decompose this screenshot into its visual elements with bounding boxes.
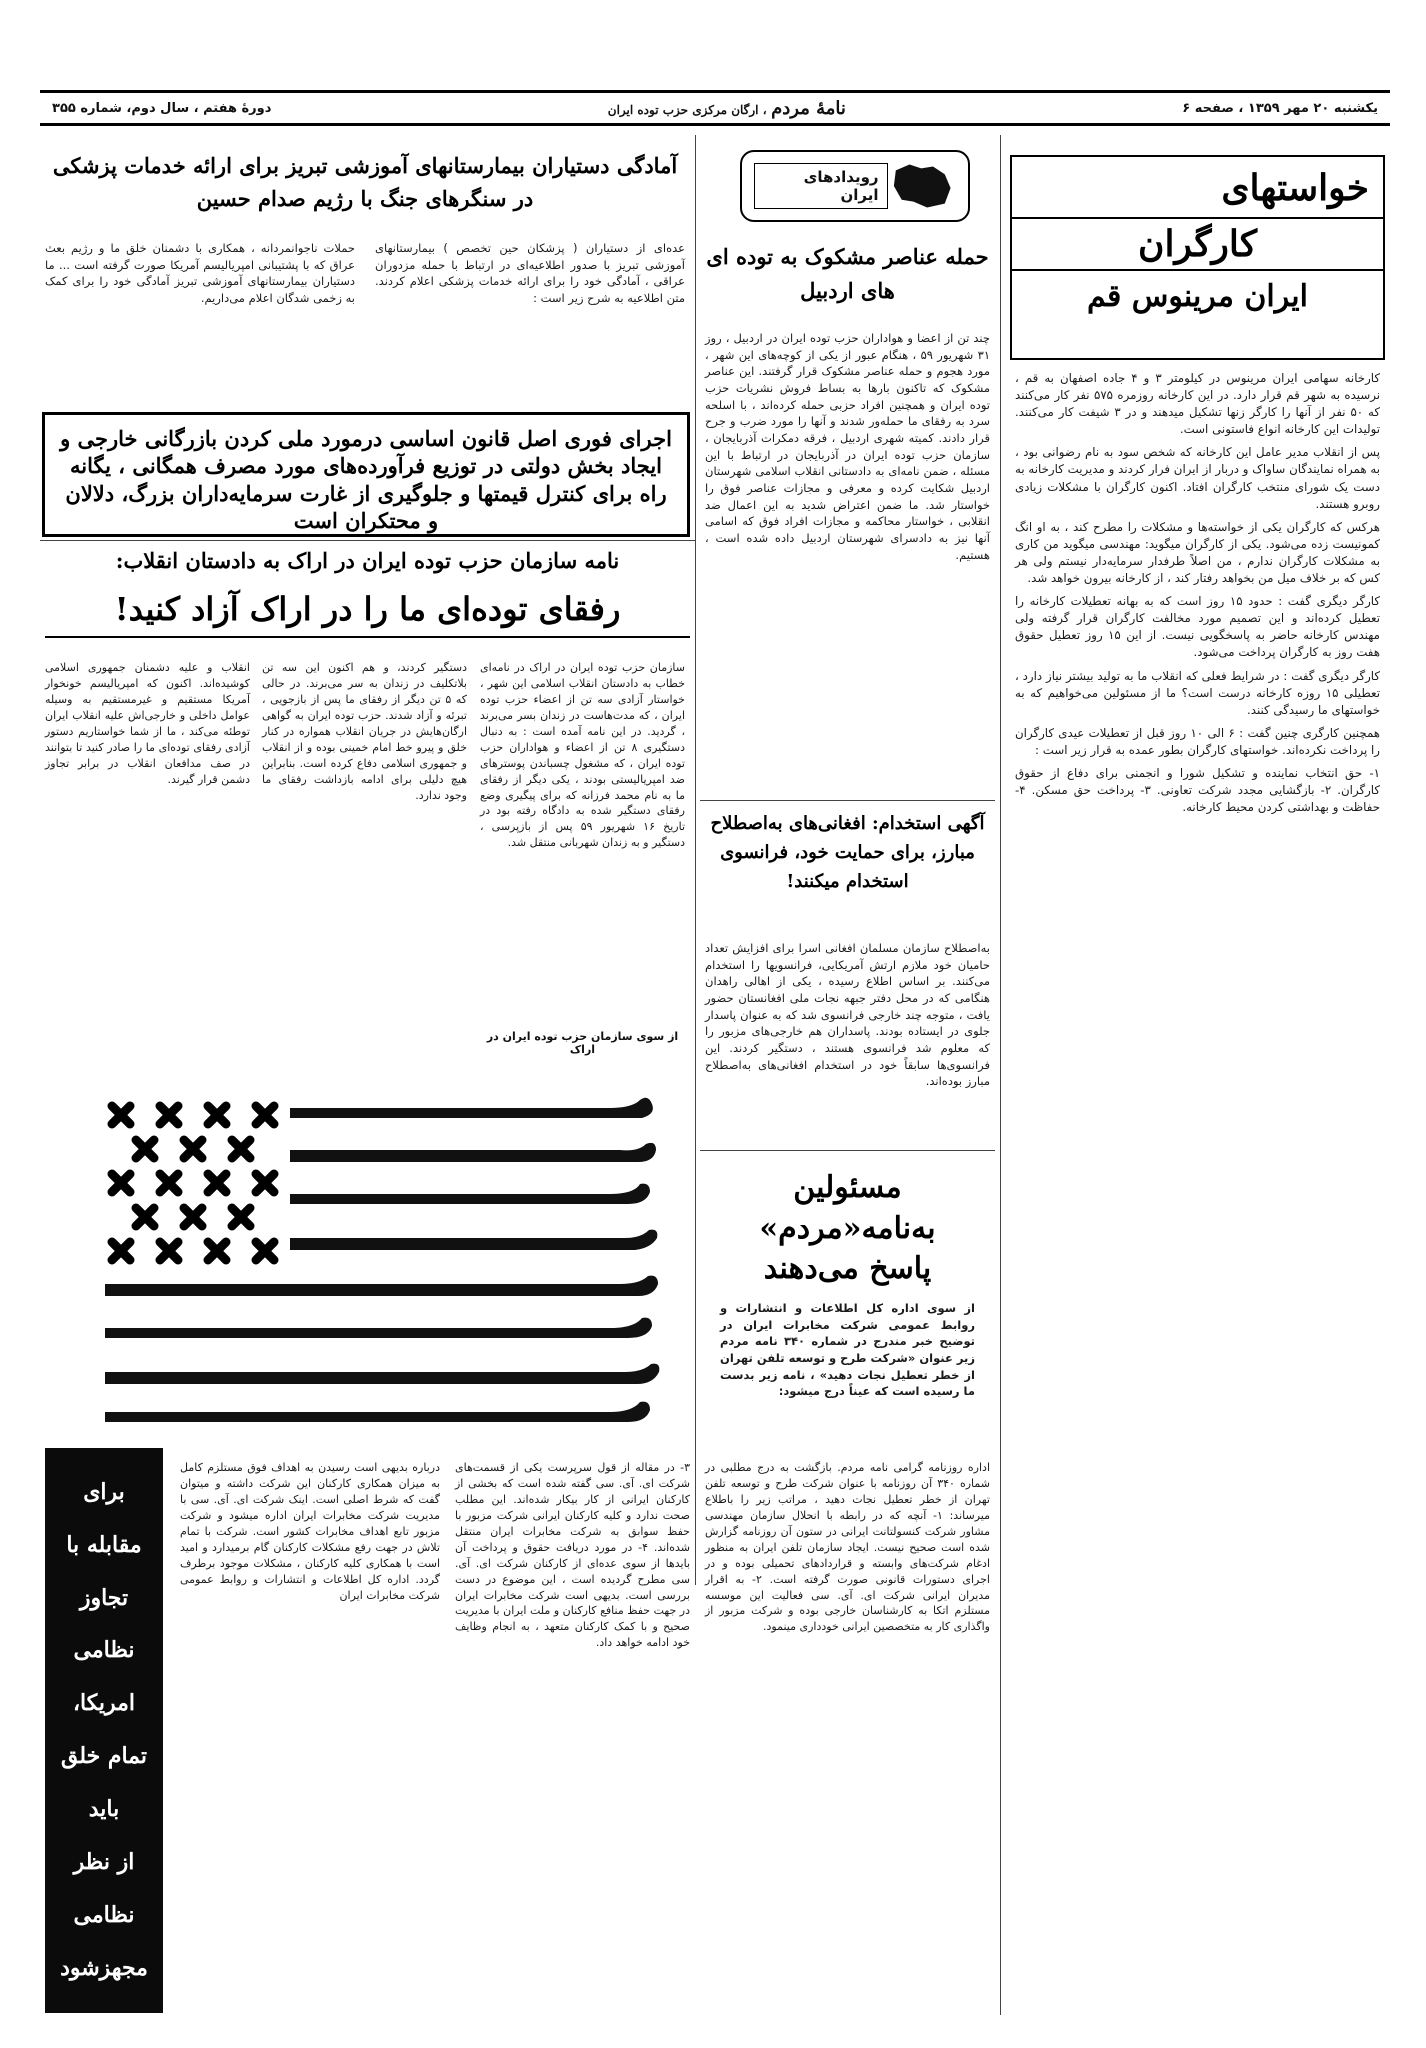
masthead-title: نامهٔ مردم ، ارگان مرکزی حزب توده ایران	[607, 97, 846, 119]
officials-headline	[705, 1168, 990, 1290]
afghan-headline: آگهی استخدام: افغانی‌های به‌اصطلاح مبارز، برای حمایت خود، فرانسوی استخدام میکنند!	[710, 813, 985, 892]
events-label: رویدادهای ایران	[754, 163, 888, 209]
iran-events-box	[740, 150, 970, 222]
ardabil-headline: حمله عناصر مشکوک به توده ای های اردبیل	[706, 244, 989, 303]
officials-col-3: درباره بدیهی است رسیدن به اهداف فوق مستلزم کامل به میزان همکاری کارکنان این شرکت داشته و میتوان گفت که شرط اصلی است. اینک شرکت ای. آی. سی با مدیریت شرکت مخابرات ایران اداره میشود و شرکت مزبور تابع اهداف مخابرات کشور است. شرکت با تمام تلاش در جهت رفع مشکلات کارکنان گام برمیدارد و امید است با همکاری کلیه کارکنان ، مشکلات موجود برطرف گردد. اداره کل اطلاعات و انتشارات و روابط عمومی شرکت مخابرات ایران	[180, 1461, 440, 1602]
workers-body	[1015, 370, 1380, 822]
arak-col-1: سازمان حزب توده ایران در اراک در نامه‌ای خطاب به دادستان انقلاب اسلامی این شهر ، خواستار آزادی سه تن از اعضاء حزب توده ایران ، که مدت‌هاست در زندان بسر می‌برند ، گردید. در این نامه آمده است : به دنبال دستگیری ۸ تن از اعضاء و هواداران حزب توده ایران ، که مشغول چسباندن پوسترهای ضد امپریالیستی بودند ، یکی دیگر از رفقای ما به نام محمد فرزانه که برای پیگیری وضع رفقای دستگیر شده به دادگاه رفته بود در تاریخ ۱۶ شهریور ۵۹ پس از بازپرسی ، دستگیر و به زندان شهربانی منتقل شد.	[480, 661, 685, 850]
banner-line: برای	[83, 1478, 125, 1505]
workers-p6: همچنین کارگری چنین گفت : ۶ الی ۱۰ روز قبل از تعطیلات عیدی کارگران را پرداخت نکرده‌اند. خواستهای کارگران بطور عمده به قرار زیر است :	[1015, 725, 1380, 757]
workers-p4: کارگر دیگری گفت : حدود ۱۵ روز است که به بهانه تعطیلات کارخانه را تعطیل کرده‌اند و این تصمیم مورد مخالفت کارگران قرار گرفته ولی مهندس کارخانه حاضر به پاسخگویی نیست. از این ۱۵ روز تعطیل حقوق هفت روز به کارگران پرداخت می‌شود.	[1015, 594, 1381, 660]
workers-p2: پس از انقلاب مدیر عامل این کارخانه که شخص سود به نام رضوانی بود ، به همراه نمایندگان ساواک و دربار از ایران فرار کردند و مدیریت کارخانه به دست یک شورای منتخب کارگران افتاد. اکنون کارگران با مشکلات زیادی روبرو هستند.	[1015, 445, 1380, 511]
banner-line: مجهزشود	[60, 1954, 148, 1981]
workers-p1: کارخانه سهامی ایران مرینوس در کیلومتر ۳ و ۴ جاده اصفهان به قم ، نرسیده به شهر قم قرار دارد. در این کارخانه روزمره ۵۷۵ نفر کار می‌کنند که ۵۰ نفر از آنها را کارگر زنها تشکیل میدهند و در ۳ شیفت کار می‌کنند. تولیدات این کارخانه انواع فاستونی است.	[1015, 371, 1380, 437]
arak-col-3: انقلاب و علیه دشمنان جمهوری اسلامی کوشیده‌اند. اکنون که امپریالیسم خونخوار آمریکا مستقیم و غیرمستقیم به وسیله عوامل داخلی و خارجی‌اش علیه انقلاب ایران توطئه می‌کند ، ما از شما خواستاریم دستور آزادی رفقای توده‌ای ما را صادر کنید تا بتوانند در صف مدافعان انقلاب در برابر تجاوز دشمن قرار گیرند.	[45, 661, 250, 786]
officials-col-1: اداره روزنامه گرامی نامه مردم. بازگشت به درج مطلبی در شماره ۳۴۰ آن روزنامه با عنوان شرکت طرح و توسعه تلفن تهران از خطر تعطیل نجات دهید ، مراتب زیر را باطلاع میرساند: ۱- آنچه که در رابطه با انحلال سازمان مهندسی مشاور شرکت کنسولتانت ایرانی در ستون آن روزنامه گزارش شده است صحیح نیست. ایجاد سازمان تلفن ایران به منظور ادغام شرکت‌های وابسته و قراردادهای تحمیلی بوده و در اجرای دستورات قانونی صورت گرفته است. ۲- به اقرار مدیران ایرانی شرکت ای. آی. سی فعالیت این موسسه مستلزم اتکا به کارشناسان خارجی بوده و شرکت مزبور از واگذاری کار به متخصصین ایرانی خودداری مینمود.	[705, 1461, 990, 1634]
top-story-col-right: عده‌ای از دستیاران ( پزشکان حین تخصص ) بیمارستانهای آموزشی تبریز با صدور اطلاعیه‌ای در ارتباط با حمله مزدوران عراقی ، آمادگی خود را برای ارائه خدمات پزشکی اعلام کردند. متن اطلاعیه به شرح زیر است :	[375, 241, 685, 306]
banner-line: از نظر	[73, 1849, 135, 1876]
military-readiness-banner	[45, 1448, 163, 2013]
arak-signatories: از سوی سازمان حزب توده ایران در اراک	[486, 1030, 679, 1056]
iran-map-icon	[888, 160, 956, 212]
officials-headline-line-2: پاسخ می‌دهند	[763, 1251, 932, 1286]
arak-col-2: دستگیر کردند، و هم اکنون این سه تن بلاتکلیف در زندان به سر می‌برند. در حالی که ۵ تن دیگر از رفقای ما پس از بازجویی ، تبرئه و آزاد شدند. حزب توده ایران به گواهی ارگان‌هایش در جریان انقلاب همواره در کنار خلق و پیرو خط امام خمینی بوده و از انقلاب و جمهوری اسلامی دفاع کرده است. بنابراین هیچ دلیلی برای ادامه بازداشت رفقای ما وجود ندارد.	[262, 661, 467, 802]
banner-line: تمام خلق	[60, 1743, 148, 1770]
workers-p5: کارگر دیگری گفت : در شرایط فعلی که انقلاب ما به تولید بیشتر نیاز دارد ، تعطیلی ۱۵ روزه کارخانه درست است؟ ما از مسئولین می‌خواهیم که به خواستهای ما رسیدگی کنند.	[1015, 668, 1380, 717]
banner-line: باید	[88, 1796, 120, 1823]
arak-headline: رفقای توده‌ای ما را در اراک آزاد کنید!	[45, 590, 690, 638]
officials-headline-line-1: مسئولین به‌نامه‌«مردم»	[759, 1170, 936, 1246]
officials-col-2: ۳- در مقاله از قول سرپرست یکی از قسمت‌های شرکت ای. آی. سی گفته شده است که بخشی از کارکنان ایرانی از کار بیکار شده‌اند. این مطلب صحت ندارد و کلیه کارکنان ایرانی شرکت مزبور با حفظ سوابق به شرکت مخابرات ایران منتقل شده‌اند. ۴- در مورد دریافت حقوق و پرداخت آن بایدها از سوی عده‌ای از کارکنان شرکت ای. آی. سی مطرح گردیده است ، این موضوع در دست بررسی است. بدیهی است شرکت مخابرات ایران در جهت حفظ منافع کارکنان و ملت ایران با مدیریت صحیح و با کمک کارکنان متعهد ، به انجام وظایف خود ادامه خواهد داد.	[455, 1461, 690, 1650]
notice-text: اجرای فوری اصل قانون اساسی درمورد ملی کردن بازرگانی خارجی و ایجاد بخش دولتی در توزیع فرآورده‌های مورد مصرف همگانی ، یگانه راه برای کنترل قیمتها و جلوگیری از غارت سرمایه‌داران بزرگ، دلالان و محتکران است	[60, 426, 672, 533]
top-story-col-left: حملات ناجوانمردانه ، همکاری با دشمنان خلق ما و رژیم بعث عراق که با پشتیبانی امپریالیسم آمریکا صورت گرفته است ... ما دستیاران بیمارستانهای آموزشی تبریز آمادگی خود را برای کمک به زخمی شدگان اعلام می‌داریم.	[45, 241, 355, 306]
banner-line: نظامی	[73, 1637, 135, 1664]
workers-p3: هرکس که کارگران یکی از خواسته‌ها و مشکلات را مطرح کند ، به او انگ کمونیست زده می‌شود. یکی از کارگران میگوید: مهندسی میگوید من کاری به مشکلات کارگران ندارم ، من اصلاً طرفدار سرمایه‌دار نیستم ولی هر کس که بر خلاف میل من بخواهد رفتار کند ، از کارخانه بیرون خواهد شد.	[1015, 519, 1380, 586]
masthead	[40, 90, 1390, 126]
us-flag-snakes-cartoon	[50, 1078, 695, 1448]
paper-subtitle: ارگان مرکزی حزب توده ایران	[607, 102, 759, 117]
afghan-body: به‌اصطلاح سازمان مسلمان افغانی اسرا برای افزایش تعداد حامیان خود ملازم ارتش آمریکایی، فرانسویها را استخدام می‌کنند. بر اساس اطلاع رسیده ، یکی از اهالی راهدان هنگامی که در محل دفتر جبهه نجات ملی افغانستان حضور یافت ، متوجه چند خارجی فرانسوی شد که به عنوان پاسدار جلوی در ایستاده بودند. پاسداران هم خارجی‌های مزبور را که معلوم شد فرانسوی هستند ، دستگیر کردند. این فرانسوی‌ها سابقاً خود در استخدام افغانی‌های به‌اصطلاح مبارز بوده‌اند.	[705, 941, 990, 1089]
arak-kicker: نامه سازمان حزب توده ایران در اراک به دادستان انقلاب:	[115, 548, 620, 573]
banner-line: نظامی	[73, 1901, 135, 1928]
ardabil-body: چند تن از اعضا و هواداران حزب توده ایران در اردبیل ، روز ۳۱ شهریور ۵۹ ، هنگام عبور از یکی از کوچه‌های این شهر ، مورد هجوم و حمله عناصر مشکوک قرار گرفتند. این عناصر مشکوک که تاکنون بارها به بساط فروش نشریات حزب توده ایران و همچنین افراد حزبی حمله کرده‌اند ، با اسلحه سرد به رفقای ما حمله‌ور شدند و آنها را مورد ضرب و جرح قرار دادند. کمیته شهری اردبیل ، فرقه دمکرات آذربایجان ، سازمان حزب توده ایران در آذربایجان در ارتباط با این مسئله ، ضمن نامه‌ای به دادستانی انقلاب اسلامی شهرستان اردبیل شکایت کرده و معرفی و مجازات عناصر فوق را خواستار شد. ما ضمن اعتراض شدید به این اعمال ضد انقلابی ، خواستار محاکمه و مجازات افراد فوق که اسامی آنها نیز به دادسرای شهرستان اردبیل داده شده است ، هستیم.	[705, 331, 990, 562]
banner-line: مقابله با	[66, 1531, 142, 1558]
price-control-notice-box	[42, 412, 690, 537]
banner-line: امریکا،	[72, 1690, 136, 1717]
masthead-date-page: یکشنبه ۲۰ مهر ۱۳۵۹ ، صفحه ۶	[1182, 100, 1378, 116]
workers-headline-line-1: خواستهای	[1221, 167, 1369, 209]
banner-line: تجاوز	[79, 1584, 129, 1611]
workers-headline-line-2: کارگران	[1012, 217, 1383, 271]
workers-headline-line-3: ایران مرینوس قم	[1087, 279, 1308, 314]
masthead-issue: دورهٔ هفتم ، سال دوم، شماره ۳۵۵	[52, 100, 272, 116]
workers-headline-box	[1010, 155, 1385, 360]
officials-intro: از سوی اداره کل اطلاعات و انتشارات و روابط عمومی شرکت مخابرات ایران در توضیح خبر مندرج در شماره ۳۴۰ نامه مردم زیر عنوان «شرکت طرح و توسعه تلفن تهران از خطر تعطیل نجات دهید» ، نامه زیر بدست ما رسیده است که عیناً درج میشود:	[720, 1301, 975, 1399]
workers-demands: ۱- حق انتخاب نماینده و تشکیل شورا و انجمنی برای دفاع از حقوق کارگران. ۲- بازگشایی مجدد شرکت تعاونی. ۳- پرداخت حق مسکن. ۴- حفاظت و بهداشتی کردن محیط کارخانه.	[1015, 765, 1380, 815]
flag-cartoon-svg	[50, 1078, 695, 1448]
paper-name: نامهٔ مردم	[771, 97, 846, 119]
top-story-headline: آمادگی دستیاران بیمارستانهای آموزشی تبریز برای ارائه خدمات پزشکی در سنگرهای جنگ با رژیم صدام حسین	[52, 153, 678, 211]
